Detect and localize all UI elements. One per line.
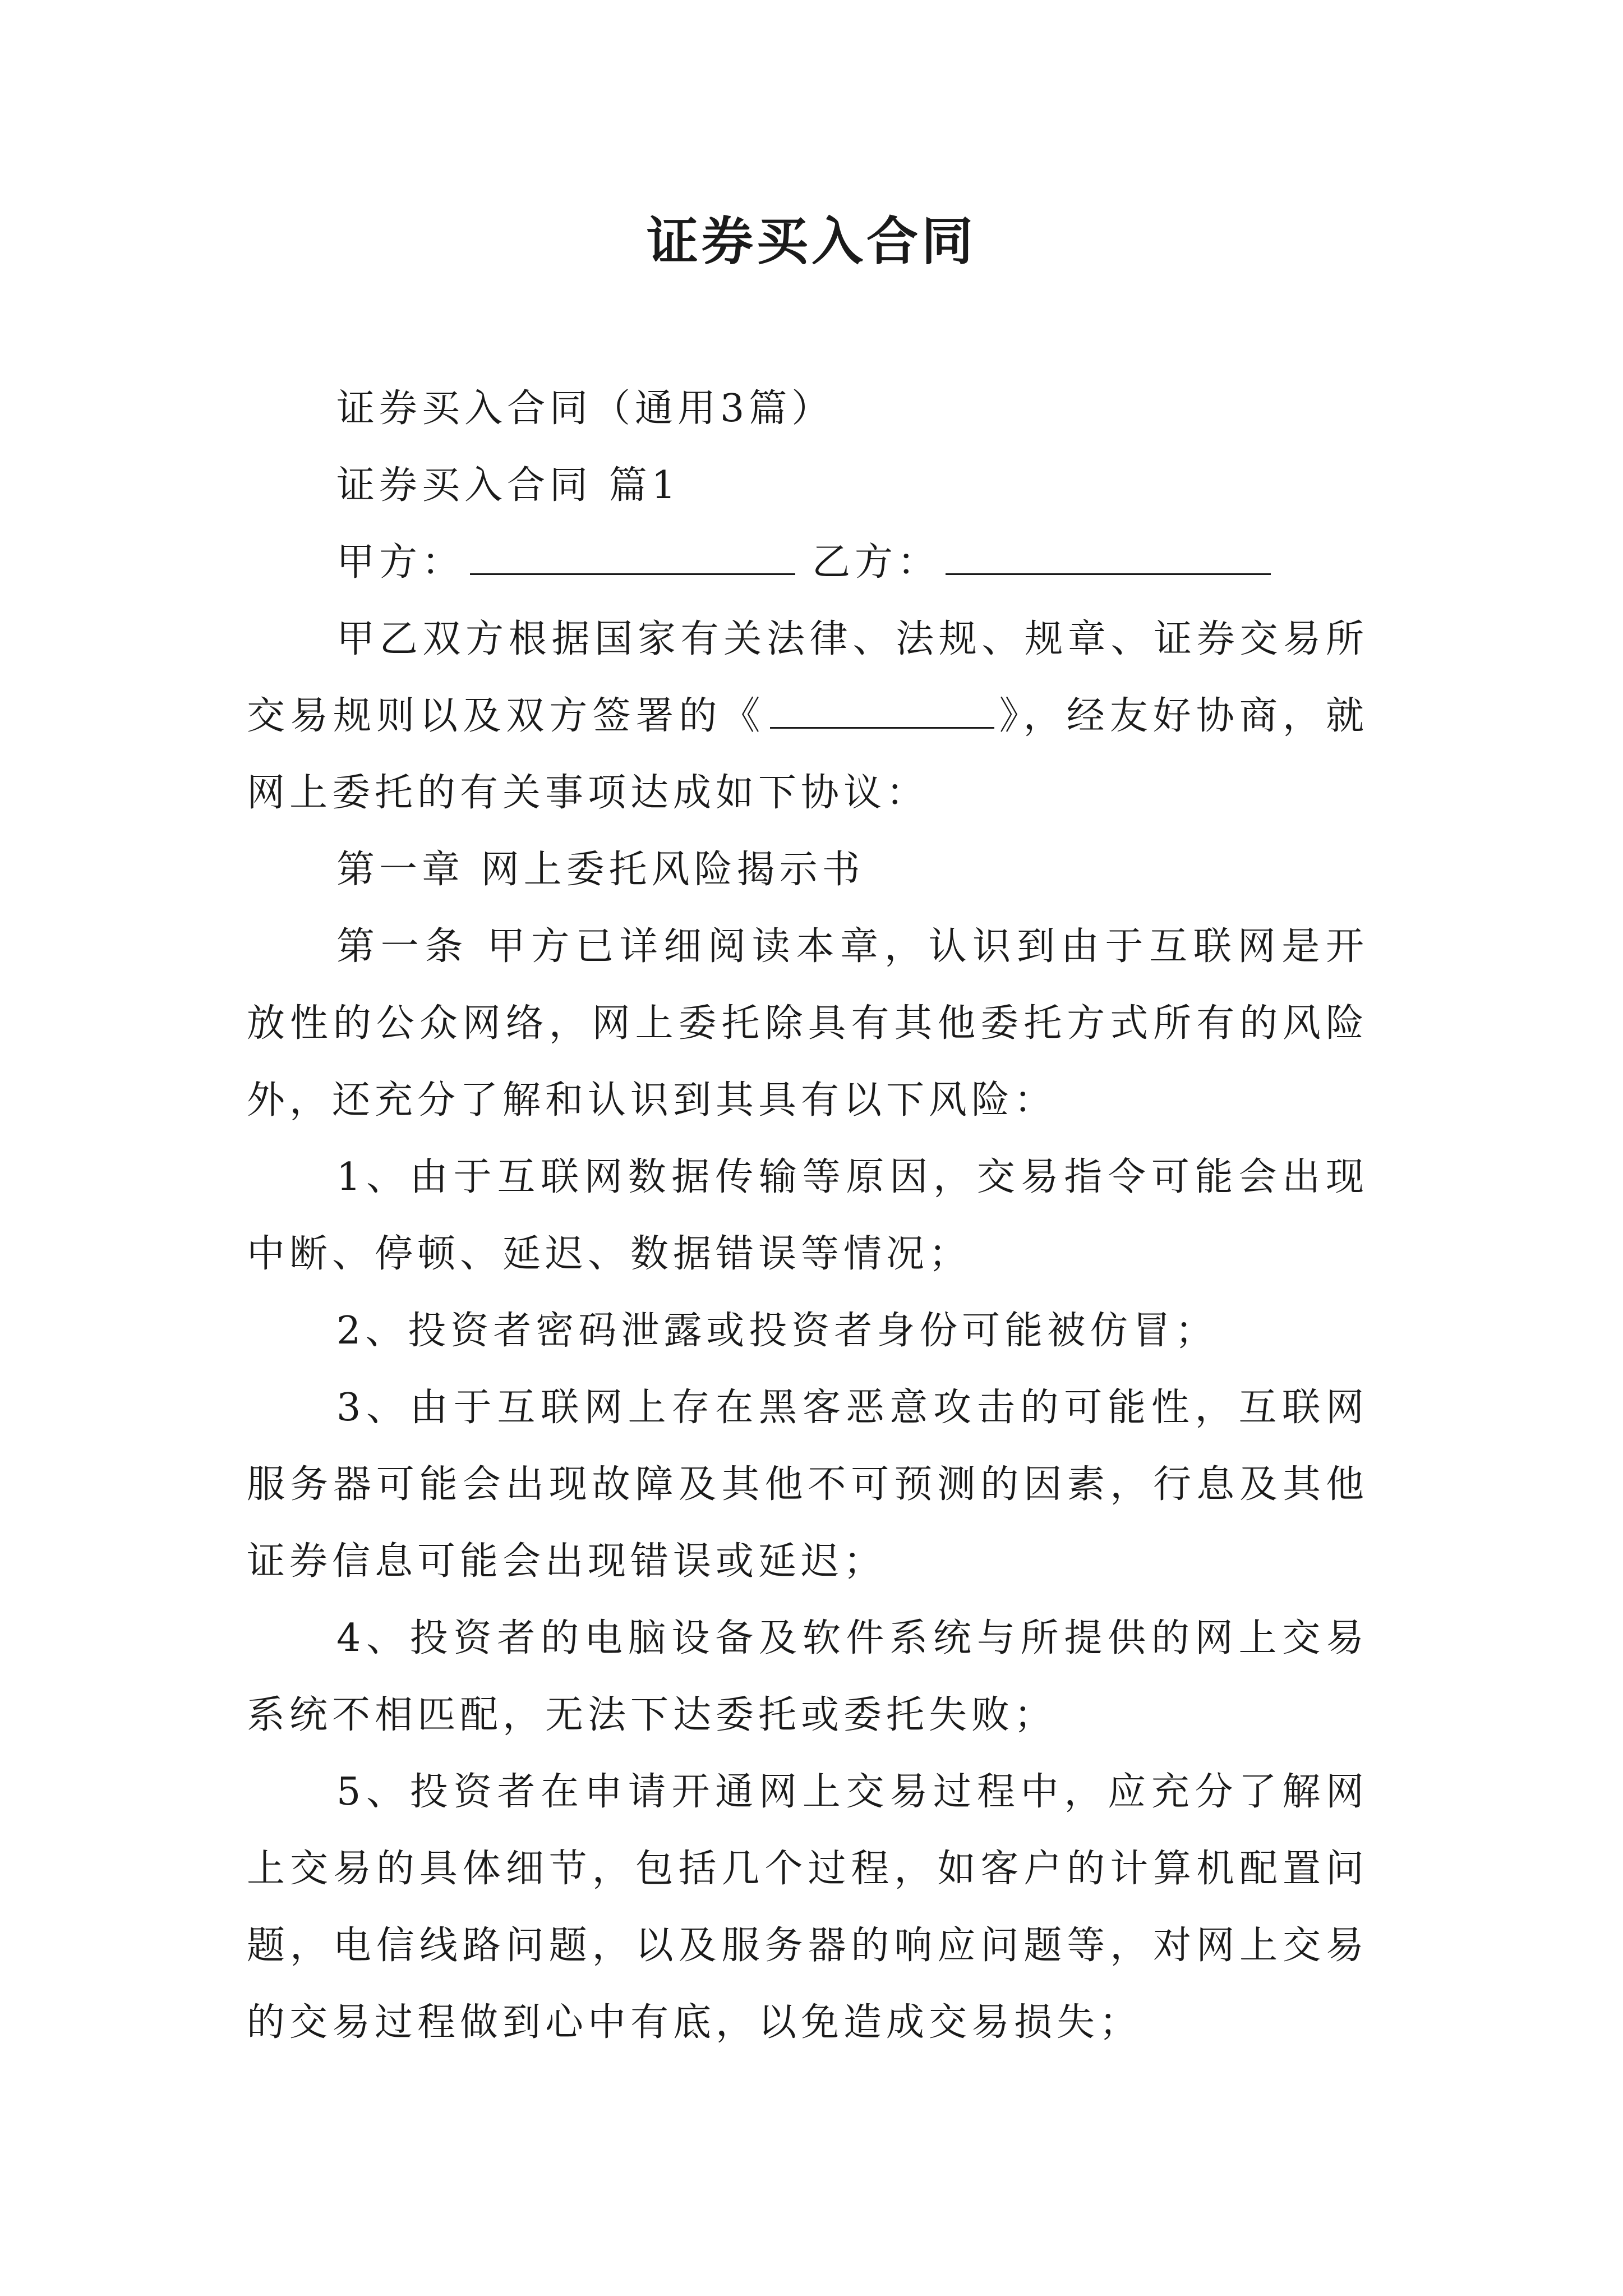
risk-item: 1、由于互联网数据传输等原因，交易指令可能会出现中断、停顿、延迟、数据错误等情况； (247, 1155, 1368, 1276)
article-1: 第一条 甲方已详细阅读本章，认识到由于互联网是开放性的公众网络，网上委托除具有其他委托方式所有的风险外，还充分了解和认识到其具有以下风险： (247, 924, 1368, 1122)
parties-line (247, 524, 1368, 601)
document-body (247, 370, 1368, 2061)
risk-item: 2、投资者密码泄露或投资者身份可能被仿冒； (336, 1309, 1218, 1353)
chapter-heading: 第一章 网上委托风险揭示书 (336, 848, 865, 892)
party-a-label: 甲方： (336, 540, 465, 585)
document-title: 证券买入合同 (646, 211, 976, 272)
agreement-name-blank (770, 693, 994, 729)
risk-item: 5、投资者在申请开通网上交易过程中，应充分了解网上交易的具体细节，包括几个过程，如客户的计算机配置问题，电信线路问题，以及服务器的响应问题等，对网上交易的交易过程做到心中有底，以免造成交易损失； (247, 1770, 1368, 2045)
party-b-blank (946, 540, 1271, 575)
intro-paragraph (247, 601, 1368, 831)
party-a-blank (470, 540, 795, 575)
subtitle-line: 证券买入合同（通用3篇） (336, 386, 834, 431)
intro-text-before: 甲乙双方根据国家有关法律、法规、规章、证券交易所交易规则以及双方签署的《 (247, 617, 1368, 738)
intro-text-after: 》，经友好协商，就网上委托的有关事项达成如下协议： (247, 694, 1368, 815)
risk-item: 3、由于互联网上存在黑客恶意攻击的可能性，互联网服务器可能会出现故障及其他不可预测的因素，行息及其他证券信息可能会出现错误或延迟； (247, 1386, 1368, 1584)
section-heading: 证券买入合同 篇1 (336, 463, 680, 508)
risk-item: 4、投资者的电脑设备及软件系统与所提供的网上交易系统不相匹配，无法下达委托或委托失败； (247, 1616, 1368, 1737)
party-b-label: 乙方： (812, 540, 940, 585)
